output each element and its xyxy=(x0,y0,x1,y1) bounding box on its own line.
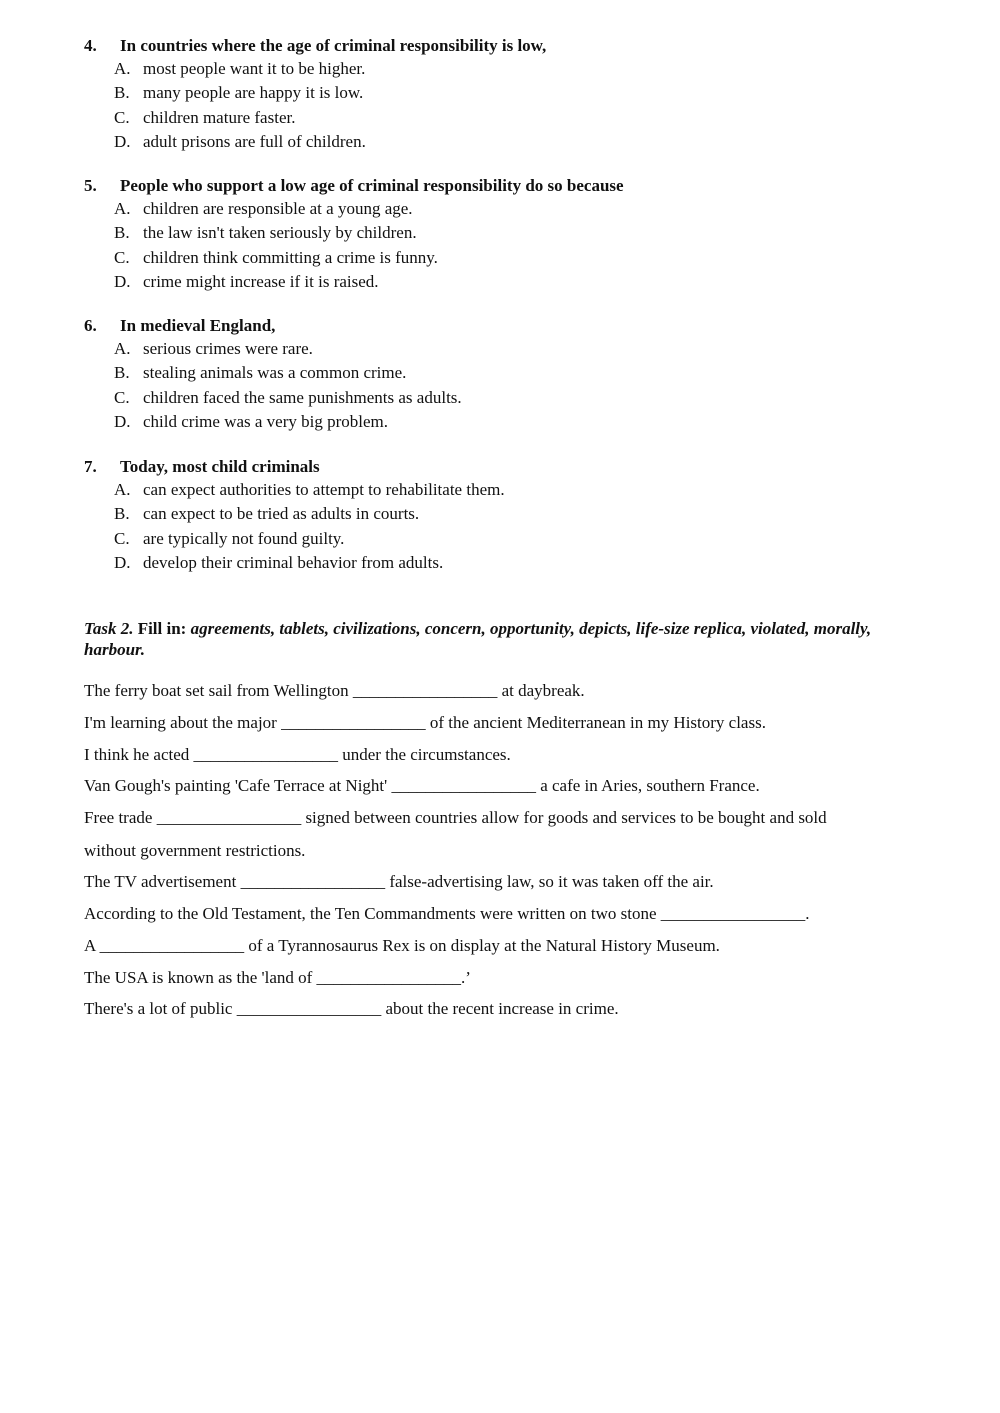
option-text: the law isn't taken seriously by children. xyxy=(143,223,417,243)
option-b[interactable] xyxy=(84,502,505,526)
option-c[interactable] xyxy=(84,527,505,551)
fill-in-sentences xyxy=(84,679,904,1029)
option-b[interactable] xyxy=(84,221,624,245)
answer-blank[interactable]: _________________ xyxy=(352,681,498,700)
sentence-text: Free trade xyxy=(84,808,157,828)
question-6 xyxy=(84,315,462,434)
option-letter: A. xyxy=(114,339,131,358)
answer-blank[interactable]: _________________ xyxy=(193,744,339,764)
option-d[interactable] xyxy=(84,270,624,294)
question-7 xyxy=(84,456,505,575)
question-text: In countries where the age of criminal responsibility is low, xyxy=(120,36,547,55)
option-b[interactable] xyxy=(84,81,546,105)
option-text: many people are happy it is low. xyxy=(143,83,364,103)
sentence-4 xyxy=(84,774,904,798)
sentence-text: The TV advertisement xyxy=(84,872,241,892)
sentence-6 xyxy=(84,870,904,894)
task2-instructions xyxy=(84,618,894,660)
sentence-text: without government restrictions. xyxy=(84,841,306,861)
sentence-text: under the circumstances. xyxy=(338,744,511,764)
question-text: Today, most child criminals xyxy=(120,457,320,476)
option-text: crime might increase if it is raised. xyxy=(143,271,379,291)
option-c[interactable] xyxy=(84,106,546,130)
answer-blank[interactable]: _________________ xyxy=(281,712,426,732)
sentence-text: false-advertising law, so it was taken off the air. xyxy=(385,872,714,892)
sentence-7 xyxy=(84,902,904,926)
sentence-text: signed between countries allow for goods and services to be bought and sold xyxy=(301,808,827,828)
answer-blank[interactable]: _________________ xyxy=(391,776,536,796)
sentence-text: a cafe in Aries, southern France. xyxy=(535,776,760,796)
option-letter: D. xyxy=(114,131,131,151)
question-number: 5. xyxy=(84,176,97,195)
option-b[interactable] xyxy=(84,361,462,385)
option-letter: D. xyxy=(114,411,131,431)
sentence-1 xyxy=(84,679,904,703)
question-stem xyxy=(84,35,546,57)
sentence-text: of a Tyrannosaurus Rex is on display at the Natural History Museum. xyxy=(244,935,720,955)
sentence-3 xyxy=(84,743,904,767)
option-c[interactable] xyxy=(84,386,462,410)
question-number: 4. xyxy=(84,36,97,55)
option-letter: D. xyxy=(114,552,131,572)
question-5 xyxy=(84,175,624,294)
question-text: People who support a low age of criminal responsibility do so because xyxy=(120,176,624,195)
option-letter: C. xyxy=(114,247,130,267)
option-letter: B. xyxy=(114,363,130,383)
answer-blank[interactable]: _________________ xyxy=(236,999,382,1019)
sentence-9 xyxy=(84,966,904,990)
sentence-text: I'm learning about the major xyxy=(84,712,282,732)
sentence-text: I think he acted xyxy=(84,744,194,764)
option-text: can expect authorities to attempt to rehabilitate them. xyxy=(143,480,505,499)
task2-word-bank: agreements, tablets, civilizations, concern, opportunity, depicts, life-size replica, violated, morally, harbour. xyxy=(84,619,872,659)
option-letter: C. xyxy=(114,528,130,548)
option-letter: C. xyxy=(114,107,130,127)
sentence-text: . xyxy=(805,903,810,923)
option-d[interactable] xyxy=(84,551,505,575)
option-letter: A. xyxy=(114,199,131,218)
sentence-text: about the recent increase in crime. xyxy=(381,999,619,1019)
option-letter: A. xyxy=(114,59,131,78)
option-a[interactable] xyxy=(84,337,462,361)
question-number: 7. xyxy=(84,457,97,476)
sentence-text: A xyxy=(84,935,100,955)
answer-blank[interactable]: _________________ xyxy=(99,935,245,955)
answer-blank[interactable]: _________________ xyxy=(156,808,302,828)
option-text: are typically not found guilty. xyxy=(143,528,345,548)
option-letter: A. xyxy=(114,480,131,499)
option-letter: C. xyxy=(114,387,130,407)
sentence-text: at daybreak. xyxy=(497,681,585,700)
option-text: adult prisons are full of children. xyxy=(143,131,366,151)
question-number: 6. xyxy=(84,316,97,335)
task2-label: Task 2. xyxy=(84,619,134,638)
sentence-5 xyxy=(84,806,904,863)
option-text: children mature faster. xyxy=(143,107,296,127)
sentence-10 xyxy=(84,997,904,1021)
sentence-text: The ferry boat set sail from Wellington xyxy=(84,681,353,700)
answer-blank[interactable]: _________________ xyxy=(240,872,386,892)
option-text: can expect to be tried as adults in courts. xyxy=(143,504,420,524)
question-stem xyxy=(84,456,505,478)
option-letter: B. xyxy=(114,83,130,103)
sentence-text: .’ xyxy=(461,967,471,987)
option-c[interactable] xyxy=(84,246,624,270)
question-text: In medieval England, xyxy=(120,316,276,335)
sentence-text: The USA is known as the 'land of xyxy=(84,967,317,987)
option-text: stealing animals was a common crime. xyxy=(143,363,407,383)
sentence-text: There's a lot of public xyxy=(84,999,237,1019)
option-text: serious crimes were rare. xyxy=(143,339,313,358)
option-text: children faced the same punishments as adults. xyxy=(143,387,462,407)
option-text: children think committing a crime is funny. xyxy=(143,247,438,267)
option-d[interactable] xyxy=(84,130,546,154)
option-d[interactable] xyxy=(84,410,462,434)
option-letter: B. xyxy=(114,504,130,524)
question-4 xyxy=(84,35,546,154)
sentence-2 xyxy=(84,711,904,735)
answer-blank[interactable]: _________________ xyxy=(660,903,806,923)
option-a[interactable] xyxy=(84,478,505,502)
sentence-text: of the ancient Mediterranean in my History class. xyxy=(425,712,766,732)
sentence-text: According to the Old Testament, the Ten Commandments were written on two stone xyxy=(84,903,661,923)
question-stem xyxy=(84,175,624,197)
option-text: most people want it to be higher. xyxy=(143,59,366,78)
option-text: children are responsible at a young age. xyxy=(143,199,413,218)
sentence-8 xyxy=(84,934,904,958)
option-a[interactable] xyxy=(84,57,546,81)
task2-instruction: Fill in: xyxy=(137,619,187,638)
question-stem xyxy=(84,315,462,337)
option-a[interactable] xyxy=(84,197,624,221)
option-letter: D. xyxy=(114,271,131,291)
option-letter: B. xyxy=(114,223,130,243)
option-text: develop their criminal behavior from adults. xyxy=(143,552,444,572)
option-text: child crime was a very big problem. xyxy=(143,411,389,431)
sentence-text: Van Gough's painting 'Cafe Terrace at Night' xyxy=(84,776,392,796)
answer-blank[interactable]: _________________ xyxy=(316,967,462,987)
